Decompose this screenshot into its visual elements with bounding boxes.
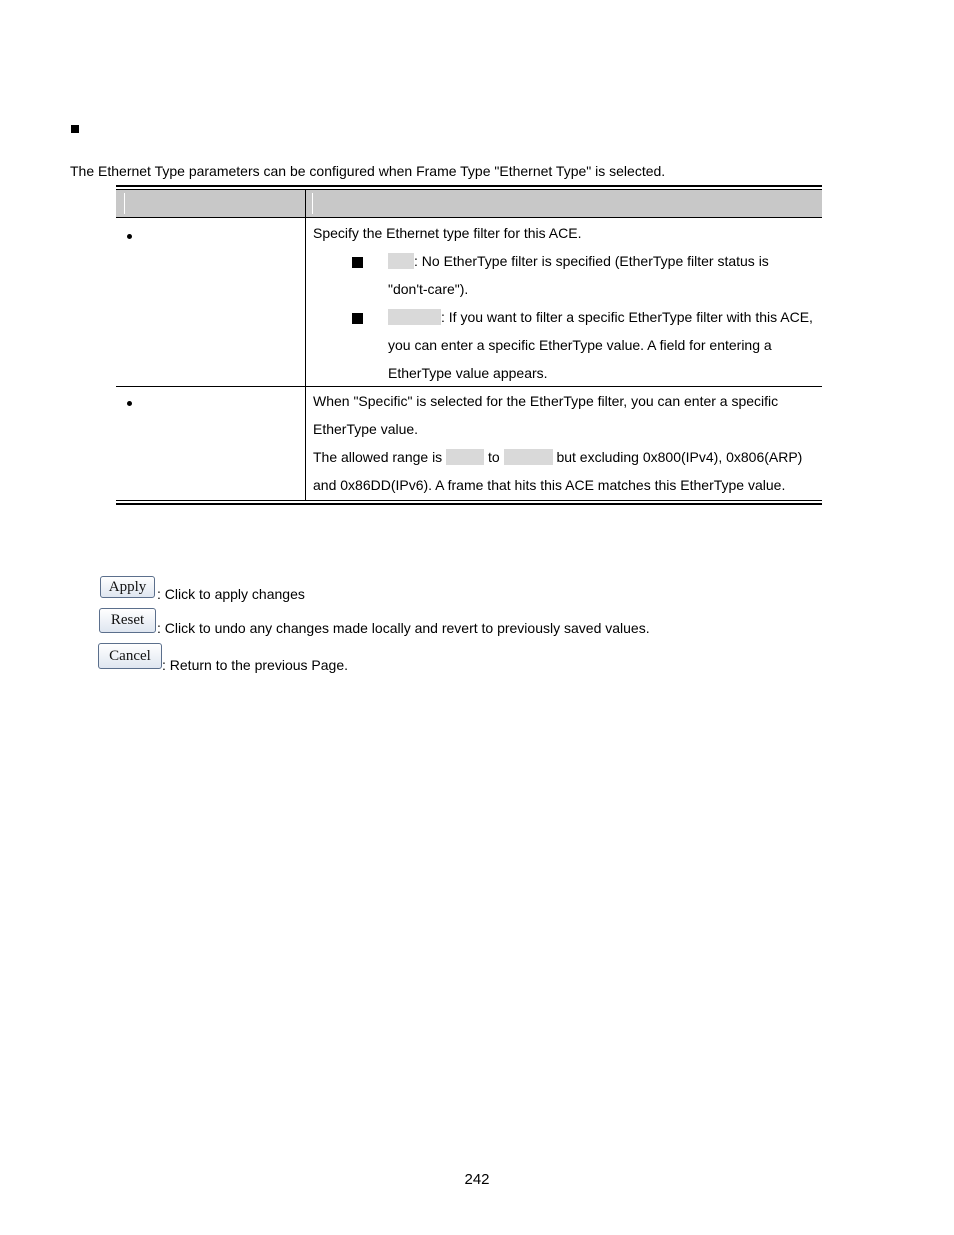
- square-bullet-icon: [352, 313, 363, 324]
- row-description: Specify the Ethernet type filter for this ACE.: [313, 225, 582, 241]
- reset-button[interactable]: Reset: [99, 608, 156, 633]
- option-term-specific: [388, 309, 441, 325]
- option-line: you can enter a specific EtherType value. A field for entering a: [388, 337, 772, 353]
- option-line: "don't-care").: [388, 281, 469, 297]
- table-row: [116, 218, 822, 386]
- table-row: [116, 387, 822, 500]
- range-prefix: The allowed range is: [313, 449, 443, 465]
- page-number: 242: [464, 1171, 490, 1188]
- row-description: EtherType value.: [313, 421, 419, 437]
- apply-button[interactable]: Apply: [100, 576, 155, 598]
- square-bullet-icon: [352, 257, 363, 268]
- parameter-table: [116, 185, 822, 505]
- option-line: : No EtherType filter is specified (EtherType filter status is: [414, 253, 769, 269]
- cancel-description: : Return to the previous Page.: [162, 657, 348, 673]
- bullet-icon: [127, 401, 132, 406]
- table-header: [116, 190, 822, 217]
- range-suffix: but excluding 0x800(IPv4), 0x806(ARP): [556, 449, 803, 465]
- option-line: EtherType value appears.: [388, 365, 548, 381]
- range-max-highlight: [504, 449, 553, 465]
- apply-description: : Click to apply changes: [157, 586, 305, 602]
- option-line: : If you want to filter a specific EtherType filter with this ACE,: [441, 309, 813, 325]
- row-description: When "Specific" is selected for the EtherType filter, you can enter a specific: [313, 393, 779, 409]
- reset-description: : Click to undo any changes made locally and revert to previously saved values.: [157, 620, 650, 636]
- range-min-highlight: [446, 449, 484, 465]
- cancel-button[interactable]: Cancel: [98, 643, 162, 669]
- intro-text: The Ethernet Type parameters can be configured when Frame Type "Ethernet Type" is selected.: [70, 163, 666, 179]
- range-to: to: [487, 449, 500, 465]
- bullet-icon: [127, 234, 132, 239]
- row-description: and 0x86DD(IPv6). A frame that hits this ACE matches this EtherType value.: [313, 477, 786, 493]
- option-term-any: [388, 253, 414, 269]
- table-bottom-rule: [116, 503, 822, 505]
- section-bullet-icon: [71, 125, 79, 133]
